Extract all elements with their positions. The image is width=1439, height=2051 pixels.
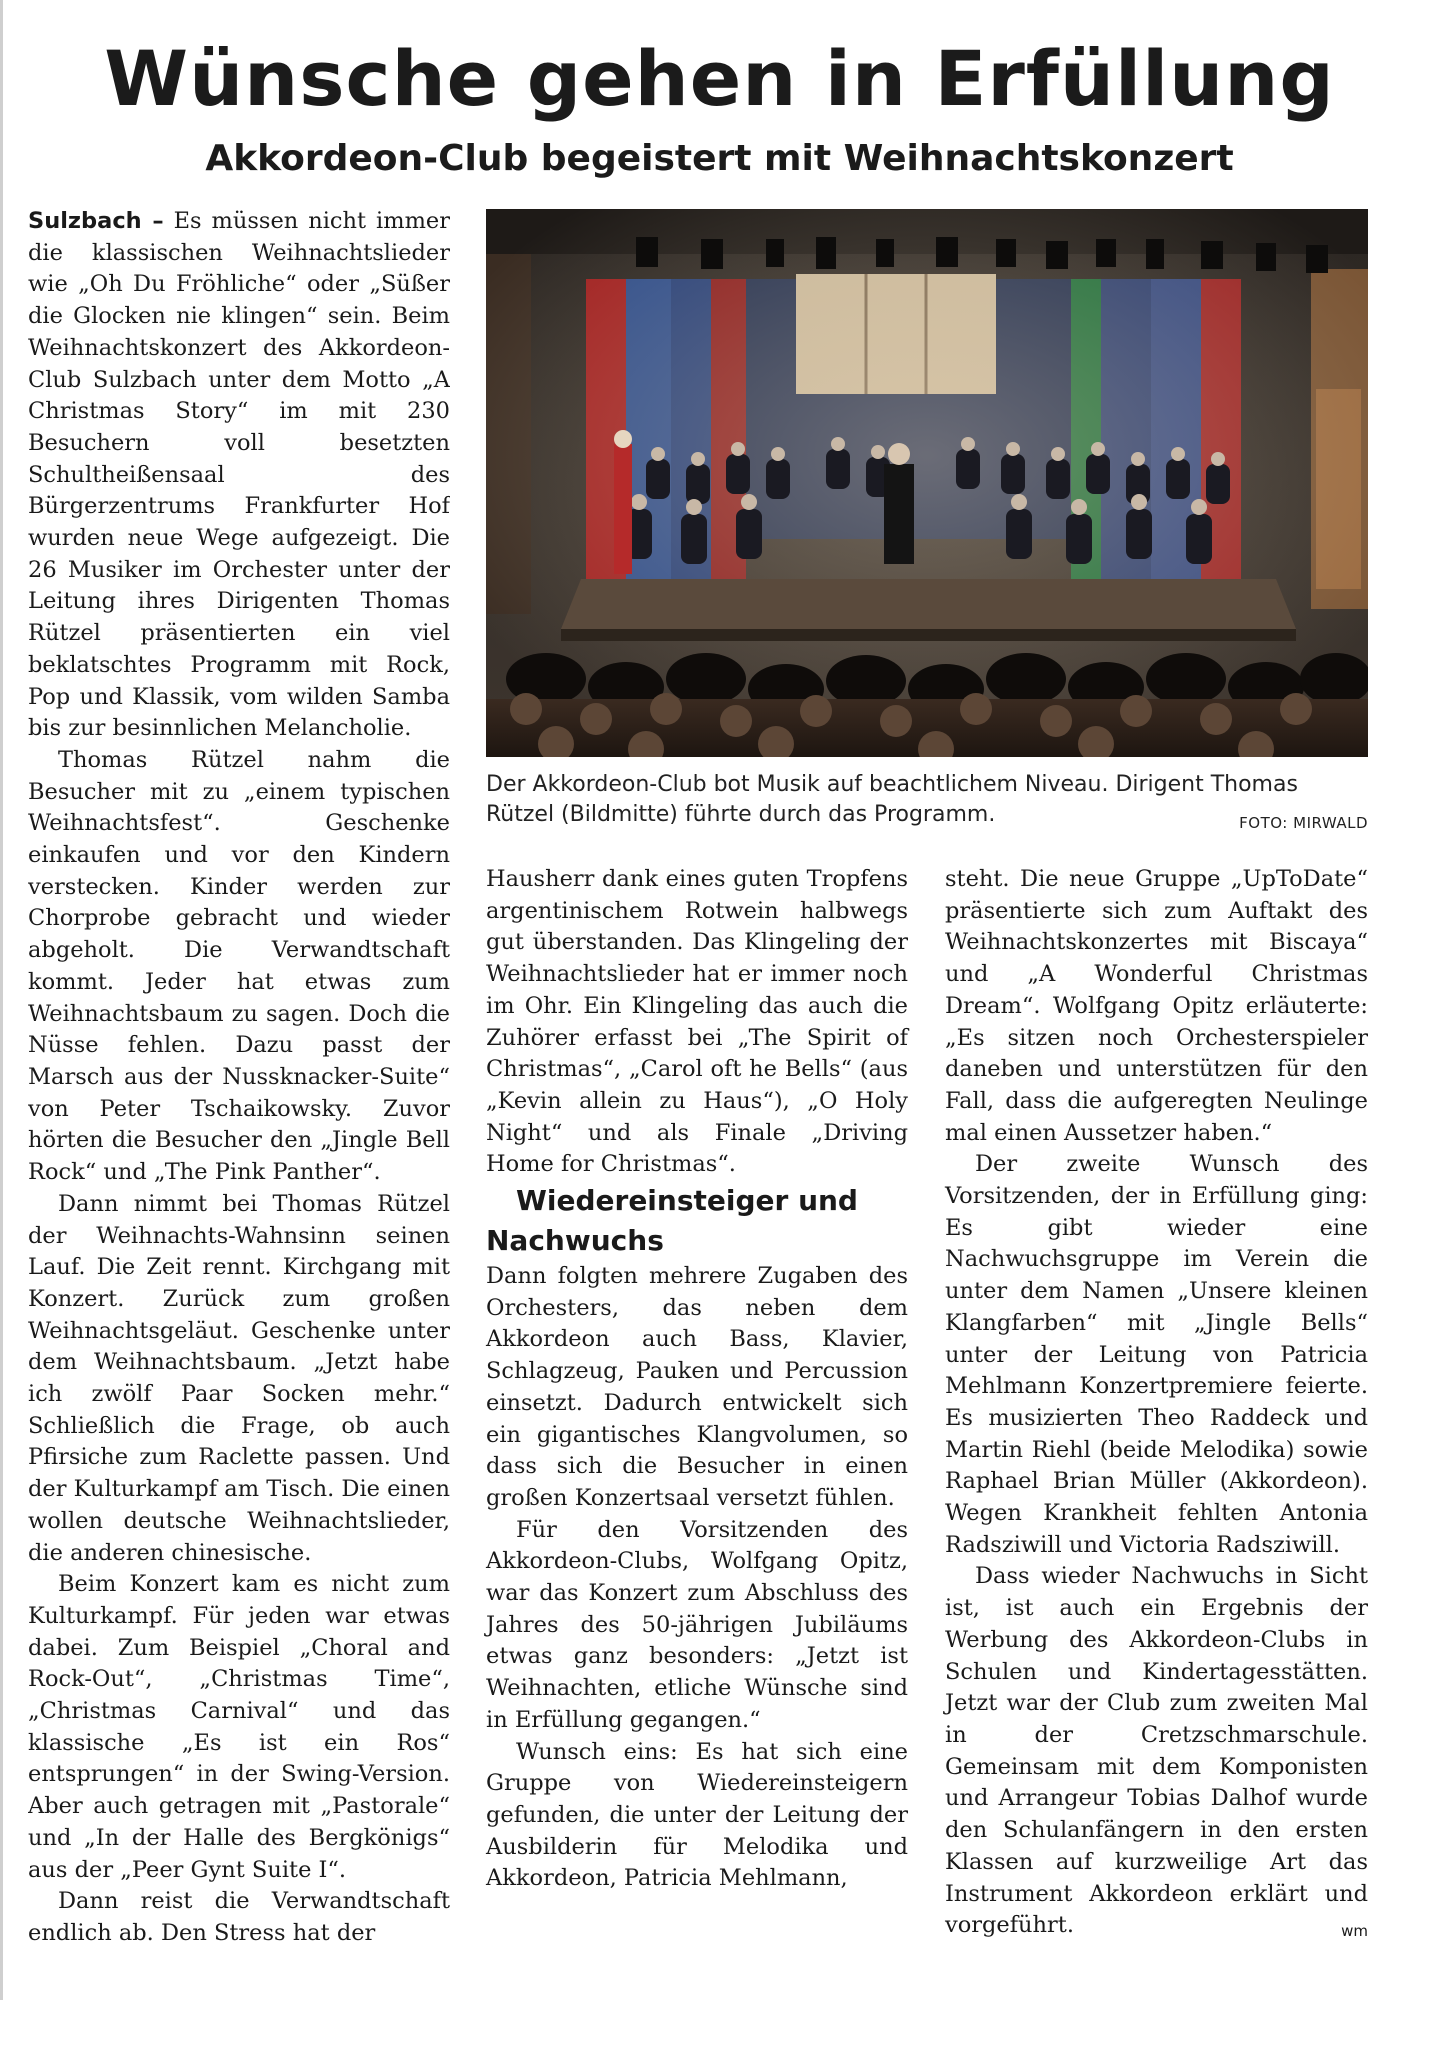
caption-text: Der Akkordeon-Club bot Musik auf beachtlichem Niveau. Dirigent Thomas Rützel (Bildmitte) führte durch das Programm. xyxy=(486,772,1298,827)
paragraph: Für den Vorsitzenden des Akkordeon-Clubs, Wolfgang Opitz, war das Konzert zum Abschluss des Jahres des 50-jährigen Jubiläums etwas ganz besonders: „Jetzt ist Weihnachten, etliche Wünsche sind in Erfüllung gegangen.“ xyxy=(486,1516,908,1733)
paragraph: Beim Konzert kam es nicht zum Kulturkampf. Für jeden war etwas dabei. Zum Beispiel „Choral and Rock-Out“, „Christmas Time“, „Christmas Carnival“ und das klassische „Es ist ein Ros“ entsprungen“ in der Swing-Version. Aber auch getragen mit „Pastorale“ und „In der Halle des Bergkönigs“ aus der „Peer Gynt Suite I“. xyxy=(28,1571,450,1883)
photo-credit: FOTO: MIRWALD xyxy=(1239,814,1368,832)
article-column-3 xyxy=(945,864,1368,1948)
paragraph: Hausherr dank eines guten Tropfens argentinischem Rotwein halbwegs gut überstanden. Das Klingeling der Weihnachtslieder hat er immer noch im Ohr. Ein Klingeling das auch die Zuhörer erfasst bei „The Spirit of Christmas“, „Carol oft he Bells“ (aus „Kevin allein zu Haus“), „O Holy Night“ und als Finale „Driving Home for Christmas“. xyxy=(486,866,908,1178)
paragraph: Dann folgten mehrere Zugaben des Orchesters, das neben dem Akkordeon auch Bass, Klavier, Schlagzeug, Pauken und Percussion einsetzt. Dadurch entwickelt sich ein gigantisches Klangvolumen, so dass sich die Besucher in einen großen Konzertsaal versetzt fühlen. xyxy=(486,1263,908,1511)
left-margin-rule xyxy=(0,0,3,2000)
author-signature: wm xyxy=(1341,1922,1368,1941)
paragraph: Der zweite Wunsch des Vorsitzenden, der in Erfüllung ging: Es gibt wieder eine Nachwuchsgruppe im Verein die unter dem Namen „Unsere kleinen Klangfarben“ mit „Jingle Bells“ unter der Leitung von Patricia Mehlmann Konzertpremiere feierte. Es musizierten Theo Raddeck und Martin Riehl (beide Melodika) sowie Raphael Brian Müller (Akkordeon). Wegen Krankheit fehlten Antonia Radsziwill und Victoria Radsziwill. xyxy=(945,1151,1368,1558)
paragraph: Dass wieder Nachwuchs in Sicht ist, ist auch ein Ergebnis der Werbung des Akkordeon-Clubs in Schulen und Kindertagesstätten. Jetzt war der Club zum zweiten Mal in der Cretzschmarschule. Gemeinsam mit dem Komponisten und Arrangeur Tobias Dalhof wurde den Schulanfängern in den ersten Klassen auf kurzweilige Art das Instrument Akkordeon erklärt und vorgeführt. wm xyxy=(945,1561,1368,1941)
dateline: Sulzbach – xyxy=(28,208,164,234)
concert-photo xyxy=(486,209,1368,757)
paragraph: steht. Die neue Gruppe „UpToDate“ präsentierte sich zum Auftakt des Weihnachtskonzertes mit Biscaya“ und „A Wonderful Christmas Dream“. Wolfgang Opitz erläuterte: „Es sitzen noch Orchesterspieler daneben und unterstützen für den Fall, dass die aufgeregten Neulinge mal einen Aussetzer haben.“ xyxy=(945,866,1368,1146)
paragraph: Dann reist die Verwandtschaft endlich ab. Den Stress hat der xyxy=(28,1888,450,1946)
paragraph: Dann nimmt bei Thomas Rützel der Weihnachts-Wahnsinn seinen Lauf. Die Zeit rennt. Kirchgang mit Konzert. Zurück zum großen Weihnachtsgeläut. Geschenke unter dem Weihnachtsbaum. „Jetzt habe ich zwölf Paar Socken mehr.“ Schließlich die Frage, ob auch Pfirsiche zum Raclette passen. Und der Kulturkampf am Tisch. Die einen wollen deutsche Weihnachtslieder, die anderen chinesische. xyxy=(28,1190,450,1566)
article-column-2 xyxy=(486,864,908,1895)
headline: Wünsche gehen in Erfüllung xyxy=(104,34,1335,123)
paragraph: Sulzbach – Es müssen nicht immer die klassischen Weihnachtslieder wie „Oh Du Fröhliche“ oder „Süßer die Glocken nie klingen“ sein. Beim Weihnachtskonzert des Akkordeon-Club Sulzbach unter dem Motto „A Christmas Story“ im mit 230 Besuchern voll besetzten Schultheißensaal des Bürgerzentrums Frankfurter Hof wurden neue Wege aufgezeigt. Die 26 Musiker im Orchester unter der Leitung ihres Dirigenten Thomas Rützel präsentierten ein viel beklatschtes Programm mit Rock, Pop und Klassik, vom wilden Samba bis zur besinnlichen Melancholie. xyxy=(28,208,450,742)
paragraph: Wunsch eins: Es hat sich eine Gruppe von Wiedereinsteigern gefunden, die unter der Leitung der Ausbilderin für Melodika und Akkordeon, Patricia Mehlmann, xyxy=(486,1738,908,1892)
article-column-1 xyxy=(28,206,450,1996)
paragraph: Thomas Rützel nahm die Besucher mit zu „einem typischen Weihnachtsfest“. Geschenke einkaufen und vor den Kindern verstecken. Kinder werden zur Chorprobe gebracht und wieder abgeholt. Die Verwandtschaft kommt. Jeder hat etwas zum Weihnachtsbaum zu sagen. Doch die Nüsse fehlen. Dazu passt der Marsch aus der Nussknacker-Suite“ von Peter Tschaikowsky. Zuvor hörten die Besucher den „Jingle Bell Rock“ und „The Pink Panther“. xyxy=(28,746,450,1186)
photo-caption xyxy=(486,770,1368,838)
section-subheading: Wiedereinsteiger und Nachwuchs xyxy=(486,1184,858,1258)
subheadline: Akkordeon-Club begeistert mit Weihnachtskonzert xyxy=(205,138,1234,179)
